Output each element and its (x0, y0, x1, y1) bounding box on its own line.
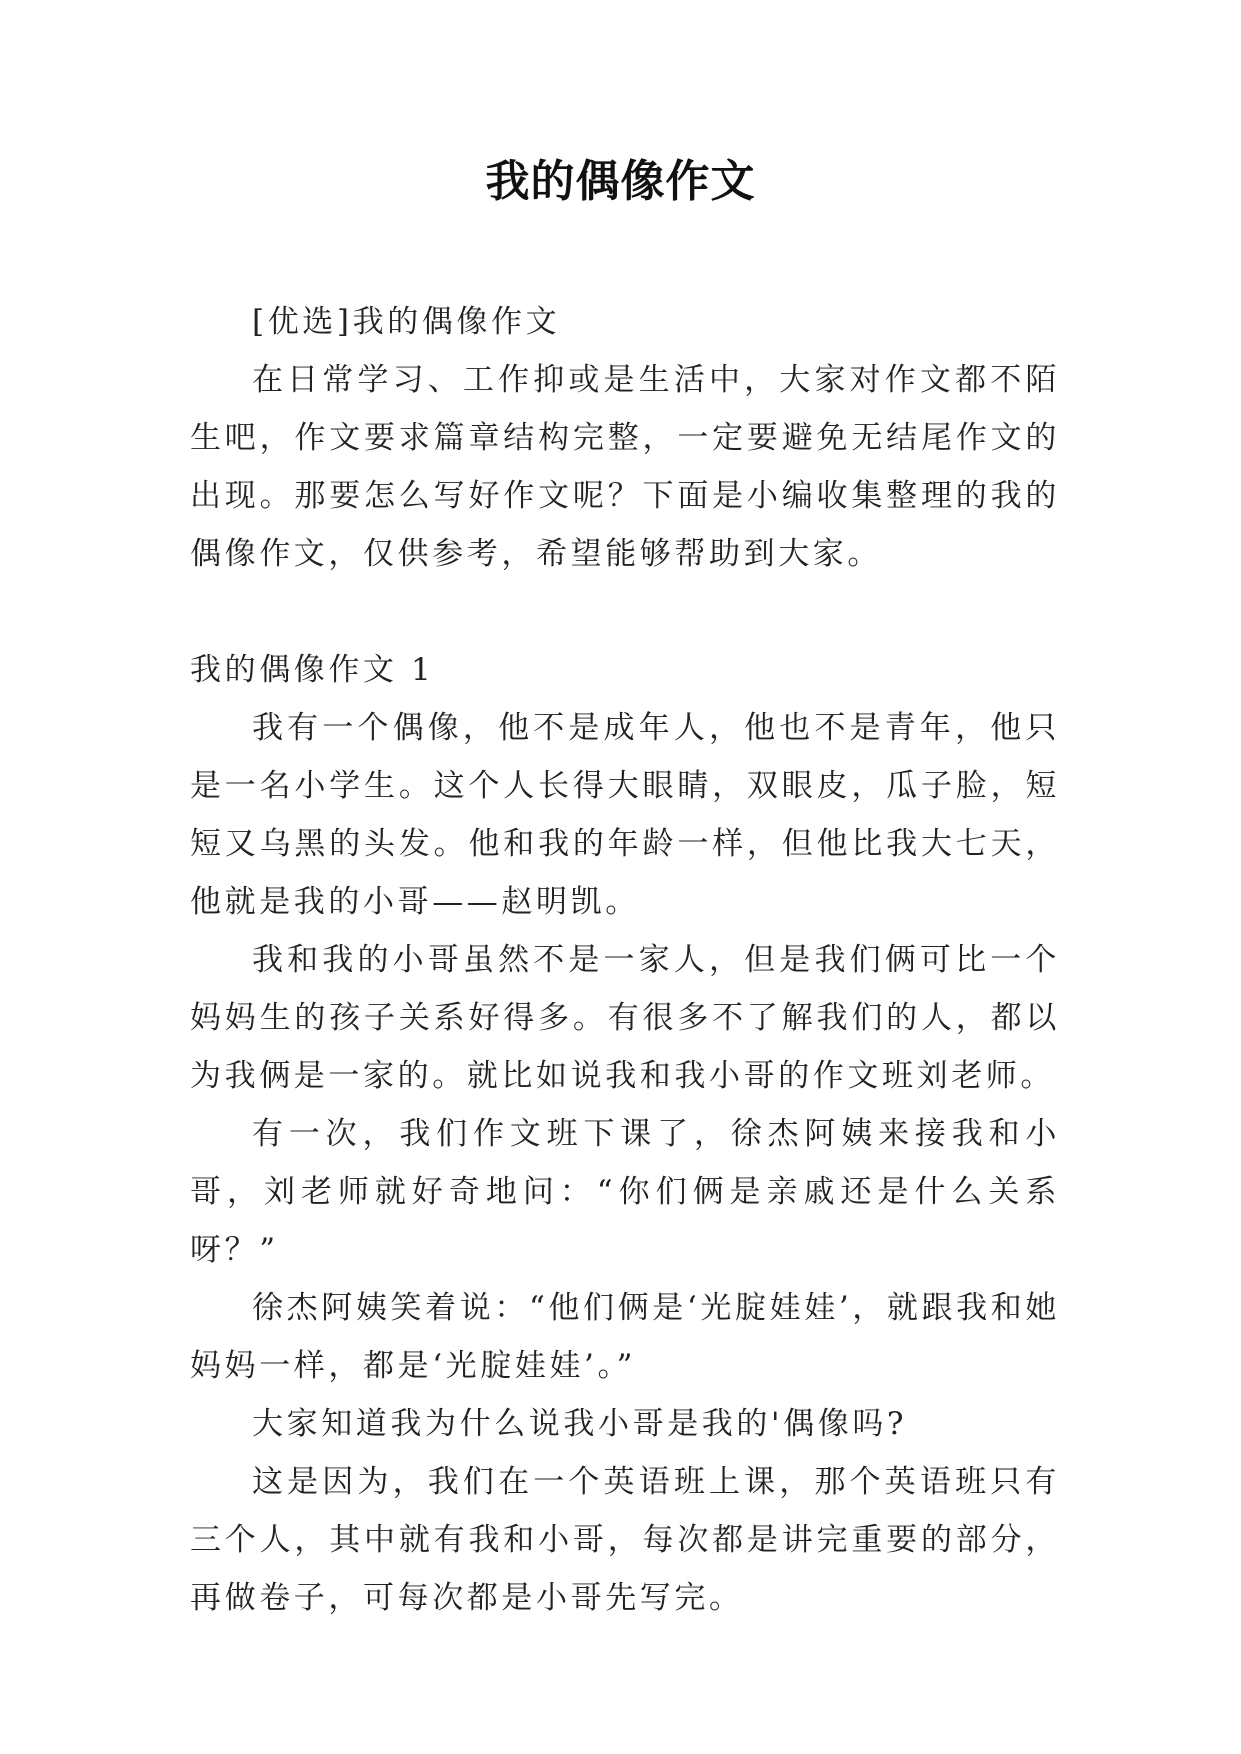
paragraph: 我有一个偶像，他不是成年人，他也不是青年，他只是一名小学生。这个人长得大眼睛，双眼皮，瓜子脸，短短又乌黑的头发。他和我的年龄一样，但他比我大七天，他就是我的小哥——赵明凯。 (190, 710, 1060, 920)
paragraph: 有一次，我们作文班下课了，徐杰阿姨来接我和小哥，刘老师就好奇地问：“你们俩是亲戚还是什么关系呀？” (190, 1116, 1060, 1268)
section-heading: 我的偶像作文 1 (190, 652, 435, 688)
paragraph-spacer (190, 583, 1060, 641)
paragraph: 徐杰阿姨笑着说：“他们俩是‘光腚娃娃’，就跟我和她妈妈一样，都是‘光腚娃娃’。” (190, 1290, 1060, 1384)
paragraph: 这是因为，我们在一个英语班上课，那个英语班只有三个人，其中就有我和小哥，每次都是讲完重要的部分，再做卷子，可每次都是小哥先写完。 (190, 1464, 1060, 1616)
document-title: 我的偶像作文 (485, 156, 756, 207)
document-body (190, 293, 1060, 1627)
paragraph: 我和我的小哥虽然不是一家人，但是我们俩可比一个妈妈生的孩子关系好得多。有很多不了解我们的人，都以为我俩是一家的。就比如说我和我小哥的作文班刘老师。 (190, 942, 1060, 1094)
paragraph-heading-line: [优选]我的偶像作文 (252, 304, 561, 340)
paragraph: 大家知道我为什么说我小哥是我的'偶像吗? (252, 1406, 908, 1442)
paragraph-intro: 在日常学习、工作抑或是生活中，大家对作文都不陌生吧，作文要求篇章结构完整，一定要避免无结尾作文的出现。那要怎么写好作文呢？下面是小编收集整理的我的偶像作文，仅供参考，希望能够帮助到大家。 (190, 362, 1060, 572)
